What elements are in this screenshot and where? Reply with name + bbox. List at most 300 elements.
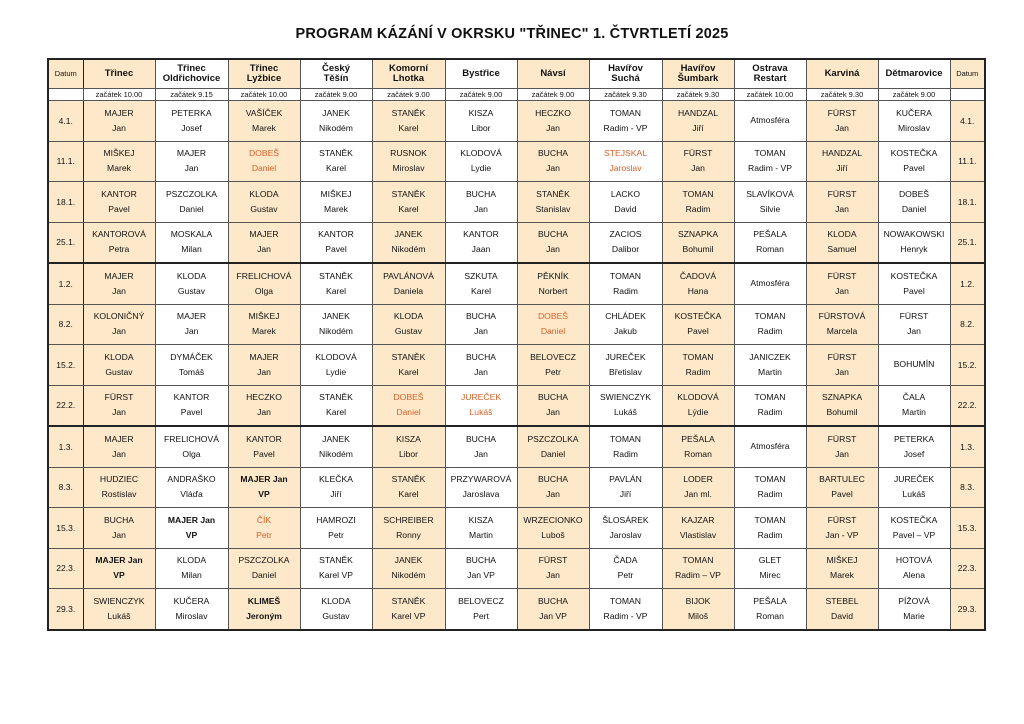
preacher-firstname: Radim [685, 203, 711, 214]
preacher-cell [300, 263, 372, 304]
preacher-cell [445, 263, 517, 304]
preacher-cell [228, 467, 300, 508]
preacher-firstname: Radim [757, 326, 783, 337]
preacher-firstname: Nikodém [319, 448, 353, 459]
preacher-cell [155, 345, 228, 386]
preacher-firstname: Jan [546, 244, 560, 255]
preacher-cell [445, 304, 517, 345]
preacher-surname: JANEK [322, 107, 350, 118]
preacher-firstname: Pavel – VP [892, 529, 936, 540]
preacher-surname: STANĚK [391, 107, 426, 118]
preacher-surname: KOSTEČKA [890, 148, 938, 159]
preacher-cell [662, 182, 734, 223]
preacher-surname: ZACIOS [609, 229, 642, 240]
preacher-surname: STEJSKAL [604, 148, 647, 159]
week-date: 22.2. [48, 385, 83, 426]
week-date: 11.1. [950, 141, 985, 182]
preacher-surname: SZNAPKA [821, 392, 863, 403]
preacher-cell [372, 467, 445, 508]
church-name-line: Havířov [608, 63, 643, 74]
preacher-firstname: Dalibor [611, 244, 640, 255]
preacher-surname: HOTOVÁ [895, 555, 933, 566]
preacher-firstname: Lukáš [902, 489, 926, 500]
preacher-surname: TOMAN [754, 514, 786, 525]
preacher-cell [445, 426, 517, 467]
preacher-firstname: Petra [108, 244, 130, 255]
preacher-cell [806, 304, 878, 345]
preacher-cell [83, 345, 155, 386]
preacher-cell [228, 548, 300, 589]
preacher-cell [806, 141, 878, 182]
week-row [48, 101, 985, 142]
preacher-cell [734, 385, 806, 426]
preacher-firstname: Jan [546, 122, 560, 133]
preacher-surname: BELOVECZ [530, 351, 576, 362]
church-name-line: Třinec [177, 63, 206, 74]
preacher-cell [445, 548, 517, 589]
preacher-cell [589, 101, 662, 142]
preacher-firstname: Radim [685, 366, 711, 377]
preacher-firstname: Silvie [759, 203, 781, 214]
preacher-firstname: Daniel [251, 163, 277, 174]
preacher-surname: KOSTEČKA [890, 514, 938, 525]
preacher-cell [806, 222, 878, 263]
preacher-cell [878, 467, 950, 508]
preacher-firstname: Ronny [396, 529, 421, 540]
preacher-surname: BIJOK [685, 595, 711, 606]
preacher-cell [372, 385, 445, 426]
week-date: 4.1. [950, 101, 985, 142]
preacher-cell [228, 426, 300, 467]
preacher-cell [517, 222, 589, 263]
preacher-firstname: Miloš [687, 610, 709, 621]
preacher-cell [372, 426, 445, 467]
preacher-cell [806, 345, 878, 386]
preacher-surname: Atmosféra [750, 278, 790, 289]
week-date: 15.3. [48, 508, 83, 549]
preacher-cell [878, 385, 950, 426]
preacher-cell [155, 467, 228, 508]
preacher-cell [589, 222, 662, 263]
preacher-firstname: Karel VP [391, 610, 426, 621]
preacher-cell [662, 345, 734, 386]
preacher-firstname: Radim - VP [603, 122, 648, 133]
preacher-firstname: Radim - VP [748, 163, 792, 174]
preacher-surname: TOMAN [754, 148, 786, 159]
preacher-firstname: Nikodém [391, 570, 426, 581]
preacher-firstname: Pavel [903, 285, 925, 296]
preacher-cell [662, 385, 734, 426]
preacher-firstname: Jakub [614, 326, 637, 337]
preacher-surname: HECZKO [535, 107, 571, 118]
preacher-surname: PÍŽOVÁ [898, 595, 930, 606]
preacher-firstname: Lydie [470, 163, 492, 174]
week-row [48, 222, 985, 263]
preacher-cell [300, 548, 372, 589]
preacher-surname: STANĚK [536, 188, 570, 199]
preacher-surname: SZKUTA [464, 270, 498, 281]
church-name-line: Lhotka [392, 73, 425, 84]
preacher-cell [372, 101, 445, 142]
preacher-surname: JUREČEK [893, 474, 935, 485]
preacher-surname: LODER [683, 474, 713, 485]
preacher-cell [734, 263, 806, 304]
preacher-surname: FÜRST [683, 148, 713, 159]
preacher-surname: KISZA [396, 433, 421, 444]
preacher-cell [155, 263, 228, 304]
preacher-surname: FÜRST [899, 311, 929, 322]
preacher-firstname: Jan [474, 326, 488, 337]
preacher-cell [155, 141, 228, 182]
preacher-cell [878, 426, 950, 467]
preacher-surname: DOBEŠ [898, 188, 930, 199]
preacher-cell [878, 589, 950, 630]
preacher-firstname: Miroslav [898, 122, 930, 133]
church-header [734, 59, 806, 89]
preacher-firstname: Pavel [903, 163, 925, 174]
preacher-surname: MOSKALA [170, 229, 213, 240]
preacher-cell [372, 182, 445, 223]
preacher-surname: PSZCZOLKA [527, 433, 579, 444]
preacher-surname: PEŠALA [681, 433, 715, 444]
preacher-cell [372, 508, 445, 549]
preacher-surname: SWIENCZYK [599, 392, 652, 403]
preacher-surname: KISZA [468, 514, 494, 525]
preacher-cell [734, 426, 806, 467]
preacher-cell [300, 426, 372, 467]
preacher-cell [589, 508, 662, 549]
preacher-surname: KOSTEČKA [890, 270, 938, 281]
preacher-firstname: Jan [257, 407, 271, 418]
preacher-surname: PAVLÁNOVÁ [383, 270, 434, 281]
preacher-firstname: Gustav [250, 203, 278, 214]
preacher-firstname: Daniel [396, 407, 421, 418]
preacher-firstname: Hana [687, 285, 709, 296]
preacher-firstname: VP [185, 529, 198, 540]
preacher-cell [300, 508, 372, 549]
preacher-cell [589, 589, 662, 630]
week-date: 22.2. [950, 385, 985, 426]
preacher-firstname: Daniela [393, 285, 424, 296]
preacher-surname: JANEK [394, 555, 423, 566]
service-start-time: začátek 9.00 [517, 89, 589, 101]
preacher-firstname: Roman [756, 610, 784, 621]
preacher-firstname: Karel [398, 489, 419, 500]
preacher-surname: KOLONIČNÝ [93, 311, 145, 322]
preacher-cell [445, 182, 517, 223]
preacher-surname: PRZYWAROVÁ [450, 474, 512, 485]
preacher-surname: BUCHA [537, 148, 569, 159]
preacher-surname: SZNAPKA [677, 229, 719, 240]
week-date: 8.3. [950, 467, 985, 508]
preacher-surname: DOBEŠ [393, 392, 424, 403]
preacher-surname: MAJER [249, 351, 279, 362]
preacher-cell [806, 101, 878, 142]
church-header [300, 59, 372, 89]
preacher-cell [734, 548, 806, 589]
preacher-firstname: Alena [903, 570, 925, 581]
church-name-line: Karviná [824, 68, 860, 79]
preacher-cell [228, 345, 300, 386]
preacher-firstname: Libor [398, 448, 419, 459]
preacher-cell [83, 385, 155, 426]
preacher-cell [734, 508, 806, 549]
preacher-cell [445, 101, 517, 142]
preacher-firstname: Marcela [826, 326, 858, 337]
preacher-cell [806, 426, 878, 467]
preacher-cell [517, 589, 589, 630]
week-date: 1.3. [48, 426, 83, 467]
preacher-firstname: Daniel [179, 203, 204, 214]
church-name-line: Oldřichovice [162, 73, 221, 84]
preacher-firstname: Karel [325, 407, 347, 418]
preacher-surname: GLET [758, 555, 782, 566]
preacher-firstname: VP [258, 489, 270, 500]
preacher-surname: MAJER [104, 270, 134, 281]
preacher-surname: BUCHA [103, 514, 135, 525]
preacher-surname: HANDZAL [821, 148, 863, 159]
preacher-cell [589, 263, 662, 304]
preacher-cell [517, 467, 589, 508]
preacher-surname: KLEČKA [319, 474, 353, 485]
preacher-surname: STANĚK [319, 148, 353, 159]
preacher-surname: KANTOR [101, 188, 137, 199]
preacher-firstname: Daniel [251, 570, 277, 581]
preacher-cell [878, 263, 950, 304]
preacher-firstname: Jiří [619, 489, 632, 500]
preacher-firstname: Rostislav [101, 489, 137, 500]
preacher-cell [878, 222, 950, 263]
preacher-firstname: David [831, 610, 853, 621]
preacher-surname: TOMAN [682, 351, 714, 362]
preacher-surname: TOMAN [754, 474, 786, 485]
preacher-cell [589, 345, 662, 386]
preacher-cell [517, 385, 589, 426]
preacher-firstname: Karel [325, 285, 347, 296]
preacher-cell [300, 222, 372, 263]
church-name-line: Dětmarovice [885, 68, 943, 79]
preacher-firstname: Milan [181, 244, 202, 255]
service-start-time: začátek 9.00 [372, 89, 445, 101]
preacher-cell [83, 263, 155, 304]
church-name-line: Třinec [249, 63, 279, 74]
church-header [445, 59, 517, 89]
header-row [48, 59, 985, 89]
preacher-surname: KLODOVÁ [315, 351, 357, 362]
week-date: 8.3. [48, 467, 83, 508]
preacher-cell [83, 508, 155, 549]
church-name-line: Lyžbice [246, 73, 282, 84]
preacher-cell [300, 304, 372, 345]
preacher-cell [589, 426, 662, 467]
week-row [48, 548, 985, 589]
preacher-firstname: Radim [613, 448, 638, 459]
preacher-surname: KLODA [176, 555, 207, 566]
preacher-cell [878, 548, 950, 589]
preacher-surname: Atmosféra [750, 115, 790, 126]
preacher-cell [372, 589, 445, 630]
preacher-firstname: Mirec [759, 570, 781, 581]
preacher-firstname: Jan [112, 448, 126, 459]
preacher-cell [372, 548, 445, 589]
preacher-firstname: Jan [546, 570, 560, 581]
preacher-firstname: Lydie [325, 366, 347, 377]
preacher-cell [445, 141, 517, 182]
preacher-surname: STANĚK [319, 392, 353, 403]
preacher-cell [878, 508, 950, 549]
preacher-surname: ČALA [902, 392, 926, 403]
preacher-firstname: Jan [474, 203, 488, 214]
preacher-firstname: Gustav [394, 326, 423, 337]
preacher-firstname: Martin [902, 407, 926, 418]
preacher-cell [155, 304, 228, 345]
preacher-cell [228, 182, 300, 223]
preacher-cell [300, 101, 372, 142]
preacher-firstname: David [614, 203, 637, 214]
preacher-cell [300, 467, 372, 508]
preacher-cell [517, 345, 589, 386]
church-header [83, 59, 155, 89]
week-date: 25.1. [48, 222, 83, 263]
preacher-firstname: Stanislav [535, 203, 571, 214]
preacher-cell [662, 589, 734, 630]
preacher-cell [155, 101, 228, 142]
preacher-firstname: Jaroslav [609, 529, 642, 540]
preacher-surname: MAJER [104, 433, 134, 444]
preacher-surname: BARTULEC [819, 474, 865, 485]
preacher-firstname: Jan [835, 366, 849, 377]
preacher-surname: PSZCZOLKA [238, 555, 290, 566]
preacher-cell [517, 101, 589, 142]
preacher-firstname: Jaroslav [609, 163, 642, 174]
preacher-firstname: Nikodém [319, 122, 353, 133]
preacher-firstname: Marek [252, 326, 276, 337]
preacher-cell [517, 426, 589, 467]
start-time-row [48, 89, 985, 101]
preacher-surname: MIŠKEJ [103, 148, 135, 159]
preacher-surname: SLAVÍKOVÁ [746, 188, 794, 199]
preacher-firstname: Karel [325, 163, 347, 174]
week-row [48, 467, 985, 508]
church-header [517, 59, 589, 89]
preacher-firstname: Jan VP [539, 610, 567, 621]
preacher-firstname: Libor [471, 122, 491, 133]
week-date: 1.2. [950, 263, 985, 304]
preacher-firstname: Petr [328, 529, 344, 540]
preacher-cell [589, 182, 662, 223]
preacher-surname: JANEK [394, 229, 423, 240]
preacher-firstname: Roman [756, 244, 784, 255]
church-name-line: Komorní [388, 63, 429, 74]
preacher-cell [155, 589, 228, 630]
preacher-cell [372, 222, 445, 263]
week-date: 4.1. [48, 101, 83, 142]
preacher-cell [589, 467, 662, 508]
church-name-line: Šumbark [677, 73, 719, 84]
preacher-firstname: Lýdie [687, 407, 709, 418]
preacher-firstname: Pavel [180, 407, 203, 418]
preacher-cell [372, 304, 445, 345]
preacher-surname: SCHREIBER [383, 514, 434, 525]
preacher-surname: Atmosféra [750, 441, 790, 452]
preacher-cell [445, 508, 517, 549]
preacher-surname: FRELICHOVÁ [164, 433, 219, 444]
preacher-cell [878, 101, 950, 142]
service-start-time: začátek 9.30 [806, 89, 878, 101]
preacher-surname: KANTOR [318, 229, 354, 240]
preacher-cell [806, 589, 878, 630]
preacher-firstname: Jan [112, 326, 126, 337]
preacher-surname: FÜRST [827, 514, 857, 525]
preacher-firstname: Marek [252, 122, 276, 133]
church-header [228, 59, 300, 89]
preacher-surname: ČADA [613, 555, 638, 566]
empty-cell [950, 89, 985, 101]
preacher-surname: HECZKO [246, 392, 282, 403]
service-start-time: začátek 9.15 [155, 89, 228, 101]
preacher-surname: HAMROZI [316, 514, 356, 525]
preacher-cell [662, 141, 734, 182]
preacher-cell [517, 548, 589, 589]
preacher-firstname: Marek [324, 203, 348, 214]
preacher-cell [300, 141, 372, 182]
preacher-firstname: Jan [257, 366, 271, 377]
week-row [48, 589, 985, 630]
week-row [48, 345, 985, 386]
date-column-header: Datum [48, 59, 83, 89]
preacher-firstname: Josef [181, 122, 202, 133]
preacher-cell [445, 467, 517, 508]
week-date: 22.3. [48, 548, 83, 589]
preacher-cell [662, 467, 734, 508]
preacher-cell [372, 263, 445, 304]
preacher-firstname: Pavel [831, 489, 853, 500]
week-row [48, 182, 985, 223]
preacher-surname: BUCHA [537, 392, 569, 403]
preacher-cell [83, 222, 155, 263]
preacher-surname: KUČERA [896, 107, 932, 118]
week-row [48, 426, 985, 467]
service-start-time: začátek 10.00 [83, 89, 155, 101]
preacher-firstname: Jan [835, 448, 849, 459]
preacher-cell [662, 426, 734, 467]
preacher-surname: BUCHA [537, 595, 569, 606]
preacher-firstname: Jan [907, 326, 921, 337]
preacher-firstname: Luboš [541, 529, 565, 540]
preacher-firstname: Petr [545, 366, 561, 377]
preacher-cell [372, 141, 445, 182]
preacher-surname: TOMAN [610, 595, 641, 606]
preacher-surname: BOHUMÍN [893, 359, 935, 370]
week-row [48, 385, 985, 426]
preacher-firstname: Miroslav [392, 163, 425, 174]
preacher-surname: STANĚK [391, 595, 426, 606]
week-date: 15.3. [950, 508, 985, 549]
preacher-firstname: Marek [830, 570, 854, 581]
preacher-cell [589, 548, 662, 589]
preacher-surname: NOWAKOWSKI [883, 229, 945, 240]
preacher-surname: TOMAN [682, 555, 714, 566]
week-row [48, 263, 985, 304]
preacher-surname: HUDZIEC [99, 474, 139, 485]
preacher-surname: KLODA [827, 229, 857, 240]
preacher-cell [806, 182, 878, 223]
service-start-time: začátek 9.00 [300, 89, 372, 101]
preacher-surname: FÜRST [538, 555, 568, 566]
preacher-cell [589, 385, 662, 426]
empty-cell [48, 89, 83, 101]
preacher-cell [734, 141, 806, 182]
